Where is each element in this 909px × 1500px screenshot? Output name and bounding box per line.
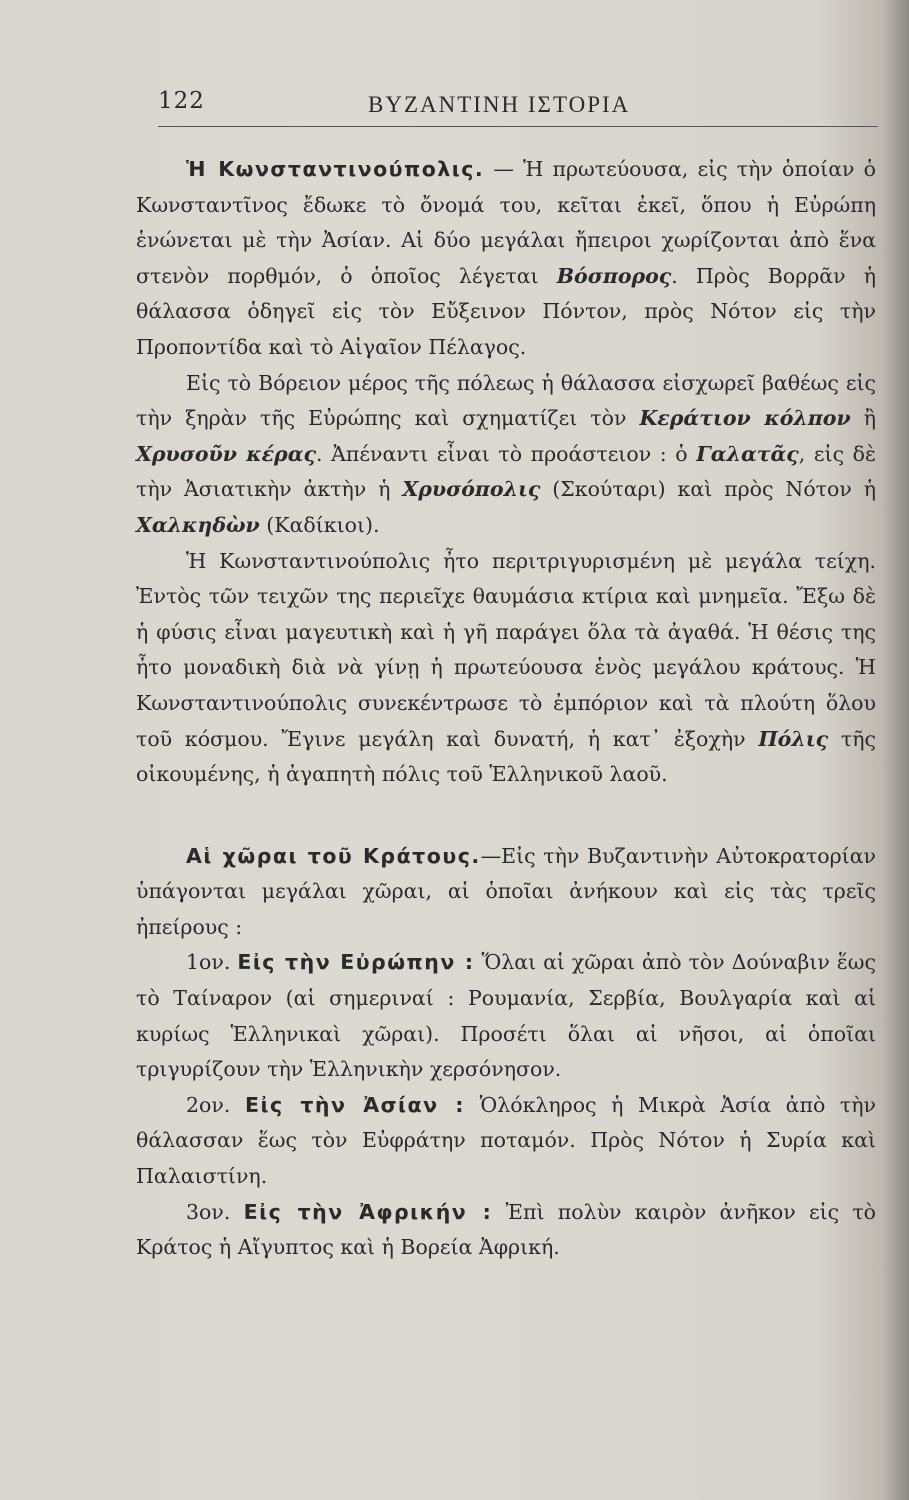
- item-text: Ὁλόκληρος ἡ Μικρὰ Ἀσία ἀπὸ τὴν θάλασσαν ἕως τὸν Εὐφράτην ποταμόν. Πρὸς Νότον ἡ Συρία καὶ Παλαιστίνη.: [136, 1092, 876, 1189]
- term-chrysoun-keras: Χρυσοῦν κέρας: [136, 441, 316, 466]
- paragraph-constantinople: [136, 152, 876, 366]
- text-run: τῆς οἰκουμένης, ἡ ἀγαπητὴ πόλις τοῦ Ἑλληνικοῦ λαοῦ.: [136, 726, 876, 787]
- section-heading-constantinople: Ἡ Κωνσταντινούπολις.: [186, 157, 485, 181]
- term-chalkedon: Χαλκηδὼν: [136, 512, 260, 537]
- item-number: 1ον.: [186, 950, 231, 975]
- paragraph-lands: [136, 839, 876, 946]
- text-run: ἢ: [850, 406, 876, 431]
- paragraph-walls: [136, 544, 876, 793]
- section-gap: [136, 793, 876, 839]
- item-label-africa: Εἰς τὴν Ἀφρικήν :: [243, 1199, 493, 1224]
- text-run: Εἰς τὸ Βόρειον μέρος τῆς πόλεως ἡ θάλασσα εἰσχωρεῖ βαθέως εἰς τὴν ξηρὰν τῆς Εὐρώπης καὶ σχηματίζει τὸν: [136, 370, 876, 431]
- page-number: 122: [158, 88, 205, 114]
- item-label-europe: Εἰς τὴν Εὐρώπην :: [237, 950, 475, 975]
- list-item-africa: [136, 1195, 876, 1266]
- item-text: Ἐπὶ πολὺν καιρὸν ἀνῆκον εἰς τὸ Κράτος ἡ Αἴγυπτος καὶ ἡ Βορεία Ἀφρική.: [136, 1199, 876, 1260]
- text-run: (Καδίκιοι).: [259, 512, 380, 537]
- item-label-asia: Εἰς τὴν Ἀσίαν :: [244, 1092, 466, 1117]
- list-item-europe: [136, 945, 876, 1087]
- paragraph-golden-horn: [136, 366, 876, 544]
- text-run: . Πρὸς Βορρᾶν ἡ θάλασσα ὁδηγεῖ εἰς τὸν Εὔξεινον Πόντον, πρὸς Νότον εἰς τὴν Προποντίδα καὶ τὸ Αἰγαῖον Πέλαγος.: [136, 263, 876, 359]
- page-header: [158, 82, 878, 130]
- term-galatas: Γαλατᾶς: [696, 441, 799, 466]
- text-run: —Εἰς τὴν Βυζαντινὴν Αὐτοκρατορίαν ὑπάγονται μεγάλαι χῶραι, αἱ ὁποῖαι ἀνήκουν καὶ εἰς τὰς τρεῖς ἠπείρους :: [136, 843, 876, 939]
- section-heading-lands: Αἱ χῶραι τοῦ Κράτους.: [186, 843, 481, 868]
- term-keration: Κεράτιον κόλπον: [639, 406, 851, 431]
- term-bosporos: Βόσπορος: [556, 263, 672, 288]
- page-body: [136, 152, 876, 1266]
- item-number: 3ον.: [186, 1199, 231, 1224]
- text-run: , εἰς δὲ τὴν Ἀσιατικὴν ἀκτὴν ἡ: [136, 441, 877, 502]
- item-text: Ὅλαι αἱ χῶραι ἀπὸ τὸν Δούναβιν ἕως τὸ Ταίναρον (αἱ σημεριναί : Ρουμανία, Σερβία, Βουλγαρία καὶ αἱ κυρίως Ἑλληνικαὶ χῶραι). Προσέτι ὅλαι αἱ νῆσοι, αἱ ὁποῖαι τριγυρίζουν τὴν Ἑλληνικὴν χερσόνησον.: [136, 950, 876, 1082]
- text-run: — Ἡ πρωτεύουσα, εἰς τὴν ὁποίαν ὁ Κωνσταντῖνος ἔδωκε τὸ ὄνομά του, κεῖται ἐκεῖ, ὅπου ἡ Εὐρώπη ἑνώνεται μὲ τὴν Ἀσίαν. Αἱ δύο μεγάλαι ἤπειροι χωρίζονται ἀπὸ ἕνα στενὸν πορθμόν, ὁ ὁποῖος λέγεται: [136, 157, 876, 288]
- running-title: ΒΥΖΑΝΤΙΝΗ ΙΣΤΟΡΙΑ: [368, 92, 631, 117]
- list-item-asia: [136, 1088, 876, 1195]
- text-run: . Ἀπέναντι εἶναι τὸ προάστειον : ὁ: [315, 441, 697, 466]
- text-run: (Σκούταρι) καὶ πρὸς Νότον ἡ: [540, 477, 876, 502]
- term-chrysopolis: Χρυσόπολις: [402, 477, 541, 502]
- header-rule: [158, 126, 878, 127]
- term-polis: Πόλις: [758, 726, 829, 751]
- text-run: Ἡ Κωνσταντινούπολις ἦτο περιτριγυρισμένη μὲ μεγάλα τείχη. Ἐντὸς τῶν τειχῶν της περιεῖχε θαυμάσια κτίρια καὶ μνημεῖα. Ἔξω δὲ ἡ φύσις εἶναι μαγευτικὴ καὶ ἡ γῆ παράγει ὅλα τὰ ἀγαθά. Ἡ θέσις της ἦτο μοναδικὴ διὰ νὰ γίνῃ ἡ πρωτεύουσα ἑνὸς μεγάλου κράτους. Ἡ Κωνσταντινούπολις συνεκέντρωσε τὸ ἐμπόριον καὶ τὰ πλούτη ὅλου τοῦ κόσμου. Ἔγινε μεγάλη καὶ δυνατή, ἡ κατ᾽ ἐξοχὴν: [136, 548, 876, 751]
- item-number: 2ον.: [186, 1092, 231, 1117]
